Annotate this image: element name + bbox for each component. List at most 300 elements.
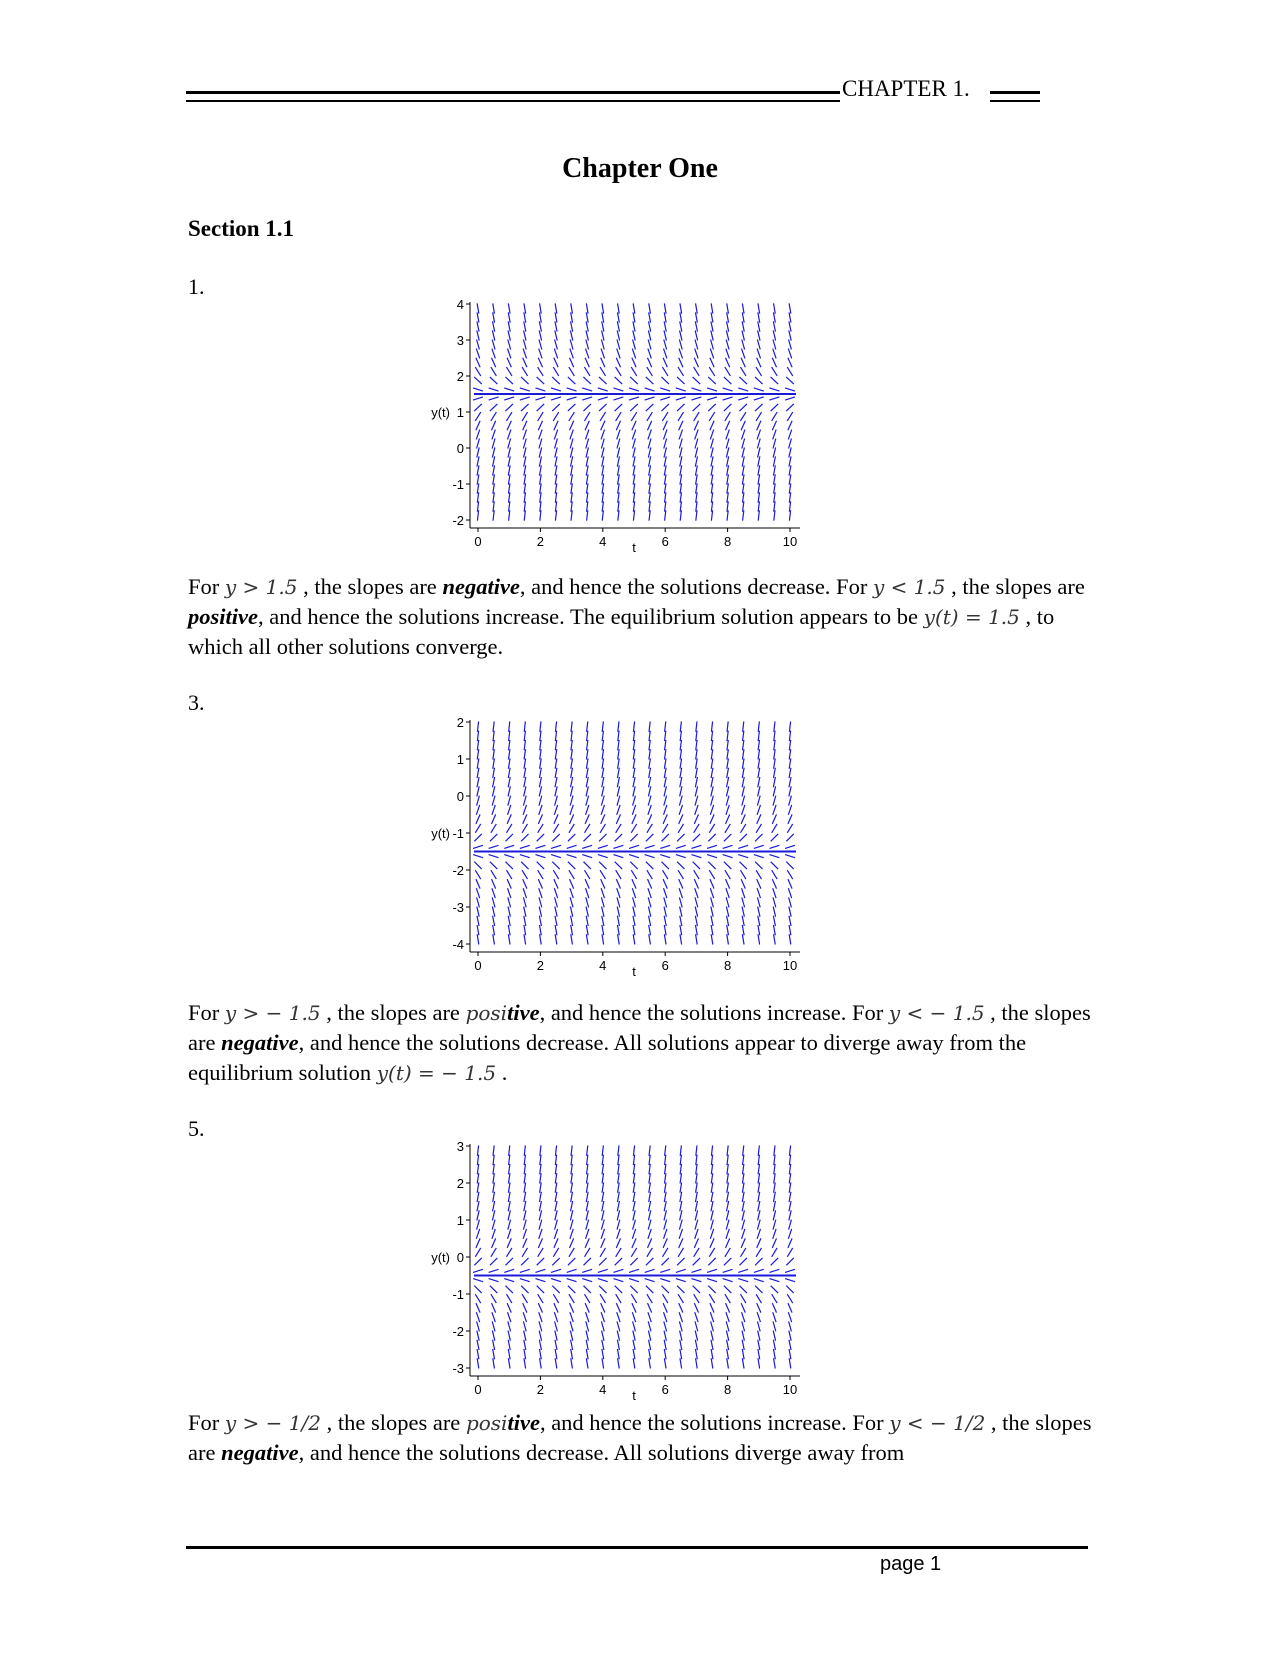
slope-segment — [757, 879, 761, 889]
slope-segment — [633, 740, 634, 750]
slope-segment — [742, 1182, 744, 1192]
slope-segment — [505, 377, 513, 384]
slope-segment — [774, 758, 776, 768]
slope-segment — [758, 483, 760, 493]
slope-segment — [695, 321, 697, 331]
slope-segment — [601, 814, 605, 824]
slope-segment — [493, 1145, 494, 1155]
slope-segment — [789, 456, 791, 466]
slope-segment — [554, 349, 557, 359]
slope-segment — [789, 721, 790, 731]
y-tick-label: -3 — [452, 900, 464, 915]
slope-segment — [540, 721, 541, 731]
slope-segment — [789, 447, 791, 457]
slope-segment — [618, 483, 620, 493]
slope-segment — [664, 907, 666, 917]
slope-segment — [726, 907, 728, 917]
slope-segment — [492, 814, 496, 824]
slope-segment — [524, 1210, 526, 1220]
slope-segment — [742, 786, 744, 796]
slope-segment — [629, 855, 639, 858]
slope-segment — [583, 834, 590, 841]
slope-segment — [758, 1192, 760, 1202]
slope-segment — [539, 1220, 542, 1230]
slope-segment — [648, 814, 652, 824]
slope-segment — [772, 1294, 777, 1303]
slope-segment — [741, 430, 744, 440]
slope-segment — [613, 845, 623, 848]
slope-segment — [693, 1258, 700, 1265]
slope-segment — [774, 1164, 775, 1174]
slope-segment — [506, 1248, 511, 1257]
slope-segment — [726, 786, 728, 796]
slope-segment — [570, 439, 573, 449]
slope-segment — [648, 907, 650, 917]
slope-segment — [756, 824, 761, 833]
slope-segment — [785, 388, 795, 391]
slope-segment — [633, 1331, 635, 1341]
slope-segment — [660, 388, 670, 391]
slope-segment — [788, 814, 792, 824]
slope-segment — [774, 1145, 775, 1155]
slope-segment — [539, 330, 541, 340]
slope-segment — [555, 897, 558, 907]
slope-segment — [601, 430, 604, 440]
slope-segment — [476, 421, 480, 430]
x-axis-label: t — [632, 540, 636, 555]
x-tick-label: 6 — [661, 1382, 669, 1397]
slope-segment — [493, 1155, 494, 1165]
slope-segment — [600, 412, 606, 421]
slope-segment — [615, 862, 622, 869]
slope-segment — [695, 1192, 697, 1202]
slope-segment — [725, 1248, 730, 1257]
slope-segment — [664, 1340, 666, 1350]
slope-segment — [661, 404, 669, 411]
slope-segment — [474, 1258, 481, 1265]
slope-segment — [552, 404, 560, 411]
slope-segment — [660, 855, 670, 858]
slope-segment — [570, 447, 572, 457]
slope-segment — [708, 1258, 715, 1265]
slope-segment — [789, 465, 791, 475]
slope-segment — [477, 1358, 479, 1368]
slope-segment — [552, 1286, 559, 1293]
slope-segment — [726, 1238, 730, 1248]
slope-segment — [569, 358, 573, 367]
slope-segment — [551, 855, 561, 858]
slope-segment — [602, 1340, 604, 1350]
slope-segment — [617, 1321, 620, 1331]
slope-segment — [726, 447, 728, 457]
slope-segment — [708, 1286, 715, 1293]
slope-segment — [504, 388, 514, 391]
slope-segment — [586, 321, 588, 331]
slope-segment — [586, 1331, 588, 1341]
slope-segment — [551, 1279, 561, 1282]
slope-segment — [582, 397, 592, 400]
slope-segment — [742, 321, 744, 331]
slope-segment — [773, 330, 775, 340]
slope-segment — [710, 1238, 714, 1248]
slope-segment — [738, 1269, 748, 1272]
slope-segment — [555, 1321, 558, 1331]
slope-segment — [477, 721, 478, 731]
slope-segment — [742, 447, 744, 457]
slope-segment — [555, 510, 556, 520]
slope-segment — [475, 1294, 480, 1303]
slope-segment — [571, 916, 573, 926]
slope-segment — [677, 377, 685, 384]
slope-segment — [602, 1182, 604, 1192]
slope-segment — [555, 492, 556, 502]
slope-segment — [618, 303, 620, 313]
slope-segment — [508, 758, 510, 768]
slope-segment — [506, 1294, 511, 1303]
slope-segment — [648, 897, 651, 907]
slope-segment — [492, 340, 495, 350]
slope-segment — [616, 1294, 621, 1303]
slope-segment — [571, 1340, 573, 1350]
slope-segment — [680, 1210, 682, 1220]
slope-segment — [540, 1182, 542, 1192]
slope-segment — [477, 786, 479, 796]
slope-segment — [723, 1269, 733, 1272]
slope-segment — [633, 768, 635, 778]
slope-segment — [773, 805, 776, 815]
slope-segment — [723, 397, 733, 400]
slope-segment — [758, 740, 759, 750]
x-tick-label: 2 — [536, 1382, 545, 1397]
slope-segment — [586, 456, 588, 466]
slope-segment — [505, 834, 512, 841]
slope-segment — [601, 1312, 604, 1322]
slope-segment — [742, 907, 744, 917]
slope-segment — [663, 430, 666, 440]
y-tick-label: 0 — [456, 789, 464, 804]
slope-segment — [680, 1340, 682, 1350]
slope-segment — [691, 845, 701, 848]
slope-segment — [477, 777, 479, 787]
slope-segment — [758, 312, 760, 322]
slope-segment — [758, 330, 760, 340]
slope-segment — [649, 492, 650, 502]
slope-segment — [524, 1331, 526, 1341]
slope-segment — [508, 492, 509, 502]
slope-segment — [696, 483, 698, 493]
slope-segment — [693, 1286, 700, 1293]
slope-segment — [586, 796, 589, 806]
slope-segment — [520, 1269, 530, 1272]
slope-segment — [679, 1220, 682, 1230]
slope-segment — [587, 740, 588, 750]
slope-segment — [754, 1279, 764, 1282]
slope-segment — [571, 1145, 572, 1155]
slope-segment — [567, 845, 577, 848]
slope-segment — [476, 1238, 480, 1248]
slope-segment — [555, 483, 557, 493]
slope-segment — [742, 1229, 745, 1239]
slope-segment — [707, 1269, 717, 1272]
slope-segment — [758, 456, 760, 466]
slope-segment — [524, 1155, 525, 1165]
slope-segment — [508, 805, 511, 815]
slope-segment — [743, 501, 744, 511]
slope-segment — [555, 312, 557, 322]
slope-segment — [727, 1155, 728, 1165]
slope-segment — [756, 412, 762, 421]
slope-segment — [571, 749, 573, 759]
slope-segment — [504, 845, 514, 848]
section-title: Section 1.1 — [188, 216, 295, 241]
slope-segment — [741, 1303, 745, 1313]
y-tick-label: 0 — [456, 441, 464, 456]
slope-segment — [772, 870, 777, 879]
slope-segment — [551, 1269, 561, 1272]
slope-segment — [772, 879, 776, 889]
text-run: . — [496, 1060, 508, 1085]
slope-segment — [633, 1164, 634, 1174]
y-tick-label: 1 — [456, 752, 464, 767]
slope-segment — [665, 1145, 666, 1155]
slope-segment — [524, 934, 526, 944]
slope-segment — [789, 916, 791, 926]
slope-segment — [524, 786, 526, 796]
slope-segment — [537, 834, 544, 841]
slope-segment — [493, 1164, 494, 1174]
slope-segment — [477, 1145, 478, 1155]
slope-segment — [521, 1258, 528, 1265]
math-inline: y < − 1.5 — [888, 1001, 985, 1025]
slope-segment — [725, 870, 730, 879]
slope-segment — [758, 1331, 760, 1341]
slope-segment — [789, 1220, 792, 1230]
math-inline: y > − 1.5 — [224, 1001, 321, 1025]
slope-segment — [600, 870, 605, 879]
slope-segment — [646, 862, 653, 869]
slope-segment — [648, 786, 650, 796]
slope-segment — [631, 824, 636, 833]
slope-segment — [618, 758, 620, 768]
slope-segment — [726, 1220, 729, 1230]
x-tick-label: 0 — [474, 958, 482, 973]
slope-segment — [476, 1229, 479, 1239]
slope-segment — [552, 377, 560, 384]
slope-segment — [724, 377, 732, 384]
slope-segment — [660, 397, 670, 400]
slope-segment — [696, 1358, 698, 1368]
slope-segment — [711, 501, 712, 511]
slope-segment — [680, 330, 682, 340]
slope-segment — [769, 1269, 779, 1272]
slope-segment — [726, 888, 729, 898]
slope-segment — [540, 1155, 541, 1165]
slope-segment — [680, 321, 682, 331]
slope-segment — [774, 721, 775, 731]
slope-segment — [602, 483, 604, 493]
slope-segment — [633, 321, 635, 331]
slope-segment — [477, 1192, 479, 1202]
slope-segment — [629, 397, 639, 400]
slope-segment — [571, 456, 573, 466]
slope-segment — [633, 1340, 635, 1350]
slope-segment — [789, 796, 792, 806]
slope-segment — [584, 1248, 589, 1257]
slope-segment — [788, 358, 792, 367]
slope-segment — [632, 1238, 636, 1248]
slope-segment — [710, 879, 714, 889]
slope-segment — [743, 731, 744, 741]
slope-segment — [709, 824, 714, 833]
slope-segment — [649, 758, 651, 768]
slope-segment — [740, 1248, 745, 1257]
slope-segment — [774, 510, 775, 520]
slope-segment — [786, 377, 794, 384]
slope-segment — [555, 907, 557, 917]
slope-segment — [524, 1192, 526, 1202]
slope-segment — [789, 1155, 790, 1165]
slope-segment — [477, 897, 480, 907]
slope-segment — [785, 1279, 795, 1282]
slope-segment — [740, 870, 745, 879]
slope-segment — [789, 1145, 790, 1155]
text-run: , the slopes are — [320, 1410, 466, 1435]
slope-segment — [680, 1349, 682, 1359]
slope-segment — [555, 303, 557, 313]
slope-segment — [489, 397, 499, 400]
x-tick-label: 4 — [599, 958, 607, 973]
slope-segment — [602, 777, 604, 787]
slope-segment — [509, 740, 510, 750]
slope-segment — [570, 1331, 572, 1341]
slope-segment — [490, 377, 498, 384]
slope-segment — [789, 1210, 791, 1220]
slope-segment — [711, 1210, 713, 1220]
slope-segment — [473, 1279, 483, 1282]
slope-segment — [633, 312, 635, 322]
slope-segment — [598, 855, 608, 858]
slope-segment — [523, 1220, 526, 1230]
slope-segment — [772, 1303, 776, 1313]
slope-segment — [617, 456, 619, 466]
slope-segment — [696, 740, 697, 750]
slope-segment — [492, 1331, 494, 1341]
slope-segment — [740, 1294, 745, 1303]
slope-segment — [493, 510, 494, 520]
slope-segment — [586, 439, 589, 449]
slope-segment — [570, 1229, 573, 1239]
slope-segment — [489, 1269, 499, 1272]
slope-segment — [493, 1173, 495, 1183]
slope-segment — [774, 492, 775, 502]
slope-segment — [567, 855, 577, 858]
slope-segment — [663, 879, 667, 889]
slope-segment — [724, 404, 732, 411]
slope-segment — [633, 786, 635, 796]
slope-segment — [726, 814, 730, 824]
slope-segment — [757, 439, 760, 449]
slope-segment — [742, 897, 745, 907]
slope-segment — [477, 465, 479, 475]
slope-segment — [586, 749, 588, 759]
slope-segment — [476, 430, 479, 440]
slope-segment — [649, 483, 651, 493]
y-tick-label: 3 — [456, 333, 464, 348]
slope-segment — [523, 421, 527, 430]
slope-segment — [602, 501, 603, 511]
slope-segment — [633, 796, 636, 806]
slope-segment — [493, 721, 494, 731]
slope-segment — [664, 777, 666, 787]
emphasis: negative — [442, 574, 520, 599]
slope-segment — [785, 845, 795, 848]
slope-segment — [691, 855, 701, 858]
text-run: , and hence the solutions increase. For — [539, 1410, 890, 1435]
slope-segment — [788, 888, 791, 898]
slope-segment — [492, 439, 495, 449]
slope-segment — [756, 367, 762, 376]
x-tick-label: 8 — [723, 1382, 732, 1397]
slope-segment — [538, 1294, 543, 1303]
slope-segment — [537, 377, 545, 384]
slope-segment — [708, 834, 715, 841]
slope-segment — [477, 1164, 478, 1174]
slope-segment — [602, 1173, 604, 1183]
slope-segment — [599, 1286, 606, 1293]
slope-segment — [601, 805, 604, 815]
slope-segment — [522, 824, 527, 833]
slope-segment — [680, 312, 682, 322]
slope-segment — [711, 492, 712, 502]
slope-segment — [601, 1238, 605, 1248]
text-run: , and hence the solutions increase. For — [539, 1000, 889, 1025]
slope-segment — [507, 1303, 511, 1313]
slope-segment — [493, 916, 495, 926]
slope-segment — [648, 1238, 652, 1248]
slope-segment — [553, 824, 558, 833]
slope-segment — [680, 721, 681, 731]
slope-segment — [601, 897, 604, 907]
slope-segment — [477, 907, 479, 917]
slope-segment — [570, 888, 573, 898]
slope-segment — [602, 1358, 604, 1368]
slope-segment — [680, 447, 682, 457]
slope-segment — [772, 412, 778, 421]
slope-segment — [711, 1340, 713, 1350]
slope-segment — [742, 1358, 744, 1368]
slope-segment — [711, 1145, 712, 1155]
slope-segment — [477, 330, 479, 340]
slope-segment — [726, 879, 730, 889]
slope-segment — [695, 916, 697, 926]
slope-segment — [629, 1279, 639, 1282]
slope-segment — [539, 1349, 541, 1359]
slope-segment — [602, 303, 604, 313]
slope-segment — [789, 1340, 791, 1350]
slope-segment — [649, 1155, 650, 1165]
slope-segment — [602, 330, 604, 340]
slope-segment — [474, 834, 481, 841]
slope-segment — [648, 349, 651, 359]
slope-segment — [724, 834, 731, 841]
slope-segment — [693, 377, 701, 384]
slope-segment — [789, 925, 791, 935]
slope-segment — [507, 430, 510, 440]
slope-segment — [646, 377, 654, 384]
slope-segment — [555, 721, 556, 731]
slope-segment — [586, 777, 588, 787]
slope-segment — [664, 321, 666, 331]
